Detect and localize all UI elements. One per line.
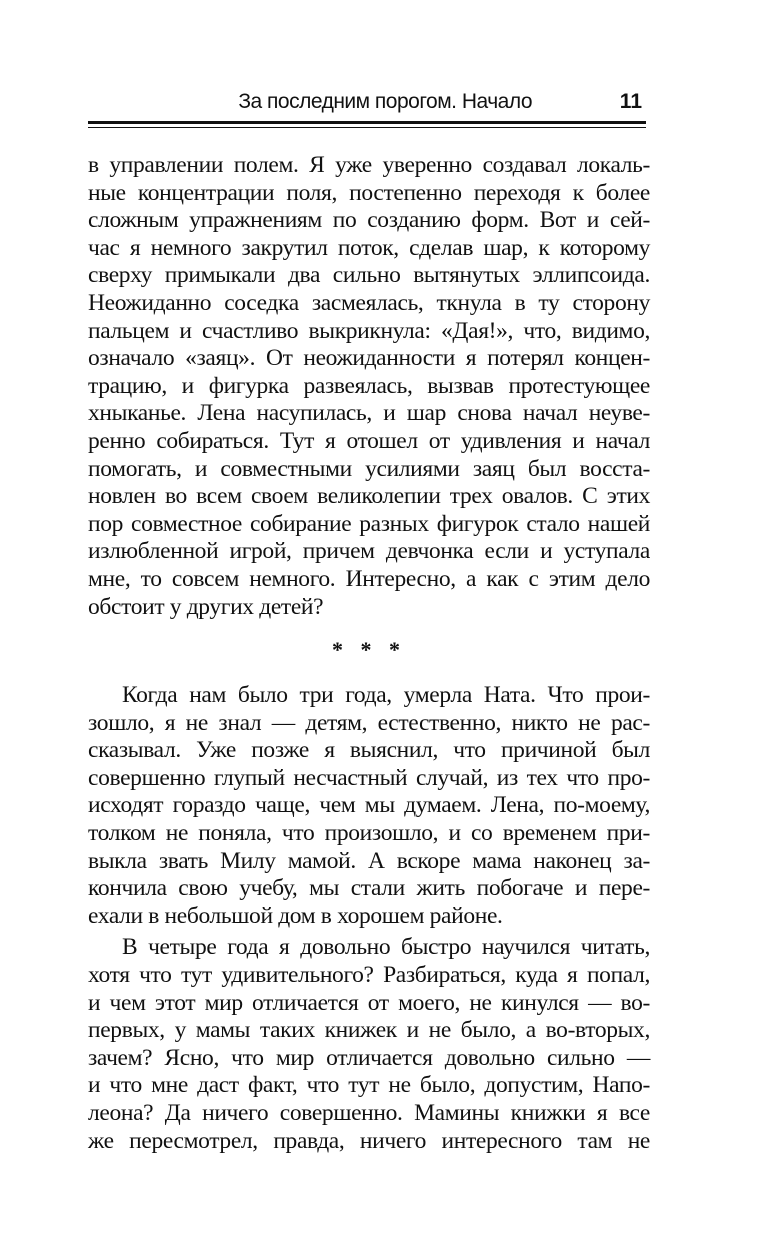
text-line: пор совместное собирание разных фигурок стало нашей xyxy=(88,510,650,537)
text-line: трацию, и фигурка развеялась, вызвав протестующее xyxy=(88,372,650,399)
text-line: ехали в небольшой дом в хорошем районе. xyxy=(88,902,503,929)
header-rule-thin xyxy=(88,127,646,128)
text-line: совершенно глупый несчастный случай, из тех что про- xyxy=(88,764,650,791)
text-line: зачем? Ясно, что мир отличается довольно сильно — xyxy=(88,1044,650,1071)
text-line: новлен во всем своем великолепии трех овалов. С этих xyxy=(88,483,650,510)
text-line: В четыре года я довольно быстро научился читать, xyxy=(122,934,650,961)
text-line: обстоит у других детей? xyxy=(88,593,324,620)
text-line: Неожиданно соседка засмеялась, ткнула в ту сторону xyxy=(88,289,650,316)
text-line: и чем этот мир отличается от моего, не кинулся — во- xyxy=(88,989,650,1016)
text-line: пальцем и счастливо выкрикнула: «Дая!», что, видимо, xyxy=(88,317,650,344)
text-line: мне, то совсем немного. Интересно, а как с этим дело xyxy=(88,565,650,592)
text-line: в управлении полем. Я уже уверенно создавал локаль- xyxy=(88,152,650,178)
text-line: Когда нам было три года, умерла Ната. Что прои- xyxy=(122,682,650,709)
text-line: же пересмотрел, правда, ничего интересного там не xyxy=(88,1127,650,1154)
page-number: 11 xyxy=(619,90,642,113)
running-header xyxy=(88,88,648,120)
text-line: излюбленной игрой, причем девчонка если и уступала xyxy=(88,538,650,565)
text-line: леона? Да ничего совершенно. Мамины книжки я все xyxy=(88,1100,650,1126)
text-line: сказывал. Уже позже я выяснил, что причиной был xyxy=(88,737,650,764)
text-line: означало «заяц». От неожиданности я потерял концен- xyxy=(88,345,650,372)
text-line: ренно собираться. Тут я отошел от удивления и начал xyxy=(88,427,650,454)
text-line: выкла звать Милу мамой. А вскоре мама наконец за- xyxy=(88,847,650,874)
text-line: исходят гораздо чаще, чем мы думаем. Лена, по-моему, xyxy=(88,792,650,819)
text-line: зошло, я не знал — детям, естественно, никто не рас- xyxy=(88,709,650,736)
running-head-title: За последним порогом. Начало xyxy=(238,90,532,113)
text-line: помогать, и совместными усилиями заяц был восста- xyxy=(88,455,650,482)
header-rule-thick xyxy=(88,121,646,124)
text-line: час я немного закрутил поток, сделав шар, к которому xyxy=(88,234,650,261)
text-line: ные концентрации поля, постепенно переходя к более xyxy=(88,179,650,206)
paragraph xyxy=(88,934,650,1155)
text-line: и что мне даст факт, что тут не было, допустим, Напо- xyxy=(88,1072,650,1099)
section-separator: * * * xyxy=(332,637,406,663)
text-line: первых, у мамы таких книжек и не было, а во-вторых, xyxy=(88,1017,650,1044)
paragraph-continued xyxy=(88,152,650,621)
text-line: кончила свою учебу, мы стали жить побогаче и пере- xyxy=(88,875,650,902)
text-line: сверху примыкали два сильно вытянутых эллипсоида. xyxy=(88,262,650,289)
paragraph xyxy=(88,682,650,930)
text-line: хотя что тут удивительного? Разбираться, куда я попал, xyxy=(88,962,650,989)
text-line: хныканье. Лена насупилась, и шар снова начал неуве- xyxy=(88,400,650,427)
text-line: сложным упражнениям по созданию форм. Вот и сей- xyxy=(88,207,650,234)
body-text xyxy=(88,152,650,1155)
text-line: толком не поняла, что произошло, и со временем при- xyxy=(88,820,650,847)
